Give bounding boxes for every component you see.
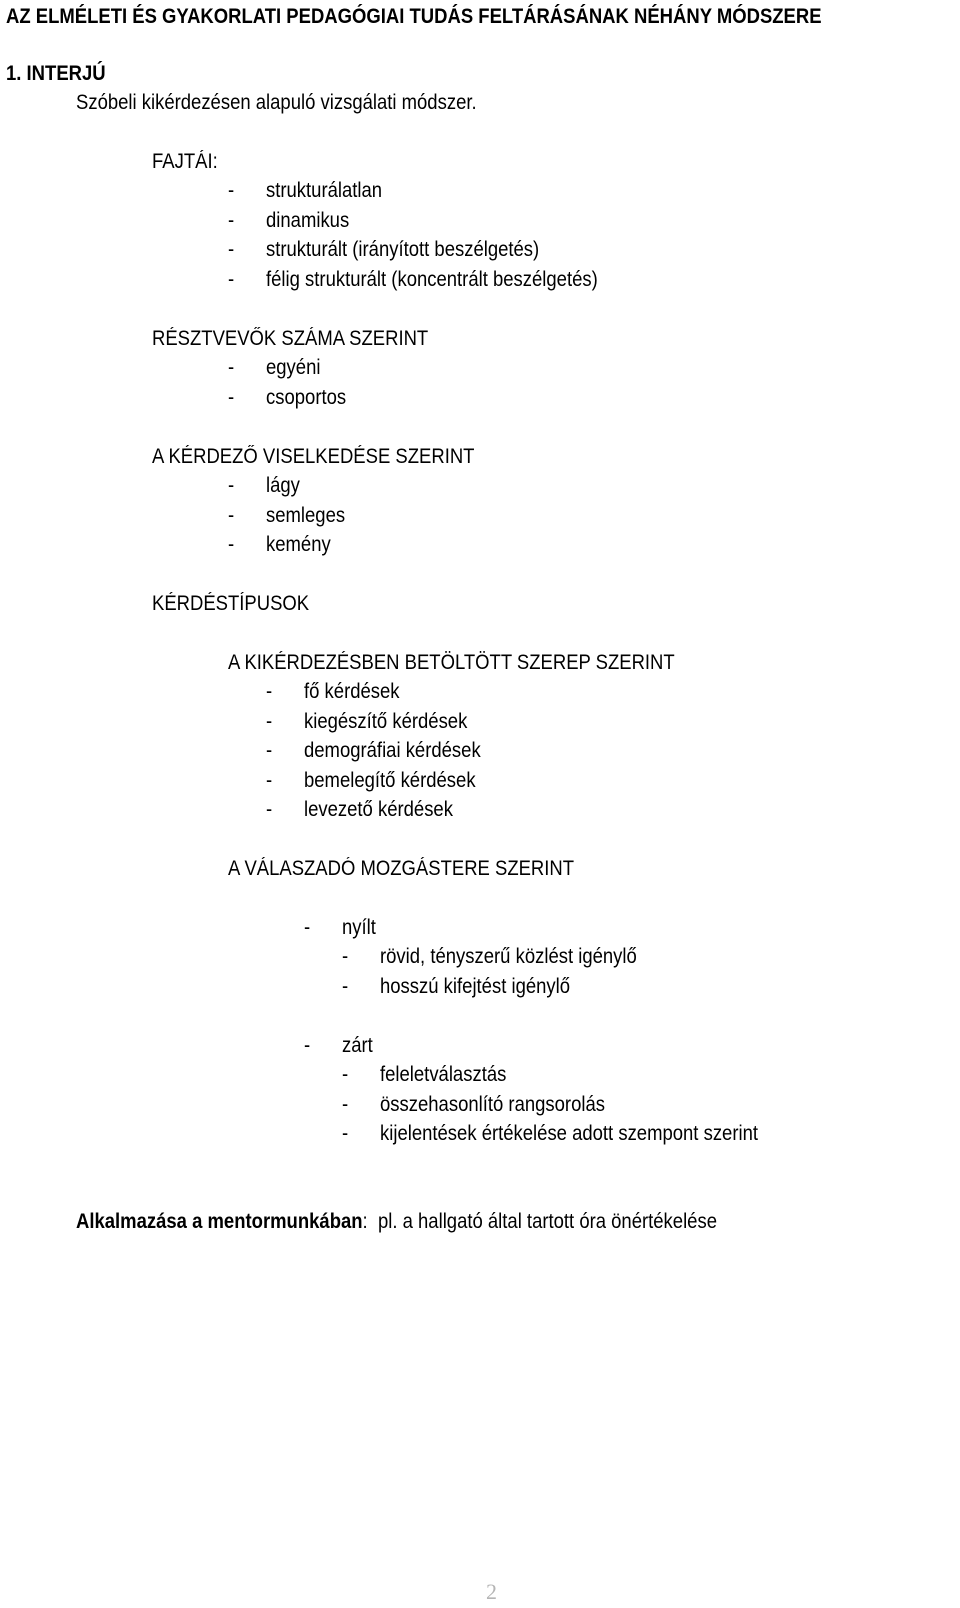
types-heading: FAJTÁI: [152,150,218,173]
list-item: lágy [266,474,300,497]
list-dash: - [342,975,349,998]
list-item: strukturálatlan [266,179,383,202]
section-description: Szóbeli kikérdezésen alapuló vizsgálati módszer. [76,91,477,114]
list-item: félig strukturált (koncentrált beszélgetés) [266,268,598,291]
list-item: strukturált (irányított beszélgetés) [266,238,540,261]
list-dash: - [266,739,273,762]
list-dash: - [228,474,235,497]
list-item: fő kérdések [304,680,400,703]
question-types-heading: KÉRDÉSTÍPUSOK [152,592,310,615]
list-item: csoportos [266,386,347,409]
list-item: feleletválasztás [380,1063,507,1086]
role-heading: A KIKÉRDEZÉSBEN BETÖLTÖTT SZEREP SZERINT [228,651,675,674]
list-item: bemelegítő kérdések [304,769,476,792]
list-dash: - [266,769,273,792]
application-label: Alkalmazása a mentormunkában [76,1210,363,1233]
list-dash: - [304,1034,311,1057]
list-dash: - [228,504,235,527]
list-dash: - [266,680,273,703]
list-dash: - [228,238,235,261]
list-dash: - [266,798,273,821]
list-item: levezető kérdések [304,798,453,821]
list-dash: - [228,386,235,409]
list-dash: - [342,1063,349,1086]
list-dash: - [342,1093,349,1116]
list-dash: - [266,710,273,733]
list-item: rövid, tényszerű közlést igénylő [380,945,637,968]
list-dash: - [228,356,235,379]
list-item: semleges [266,504,346,527]
list-item: demográfiai kérdések [304,739,481,762]
list-item: hosszú kifejtést igénylő [380,975,571,998]
scope-heading: A VÁLASZADÓ MOZGÁSTERE SZERINT [228,857,575,880]
page-number: 2 [486,1579,497,1604]
list-item: egyéni [266,356,321,379]
list-dash: - [228,268,235,291]
list-dash: - [228,533,235,556]
application-line [76,1209,717,1235]
list-dash: - [342,945,349,968]
closed-label: zárt [342,1034,373,1057]
list-item: kijelentések értékelése adott szempont szerint [380,1122,759,1145]
list-item: dinamikus [266,209,350,232]
application-text: pl. a hallgató által tartott óra önértékelése [377,1210,717,1233]
list-dash: - [228,209,235,232]
application-colon: : [362,1210,368,1233]
list-dash: - [342,1122,349,1145]
list-item: kemény [266,533,331,556]
list-dash: - [228,179,235,202]
section-heading: 1. INTERJÚ [6,62,106,85]
participants-heading: RÉSZTVEVŐK SZÁMA SZERINT [152,327,429,350]
open-label: nyílt [342,916,376,939]
document-title: AZ ELMÉLETI ÉS GYAKORLATI PEDAGÓGIAI TUDÁS FELTÁRÁSÁNAK NÉHÁNY MÓDSZERE [6,5,822,28]
list-item: összehasonlító rangsorolás [380,1093,605,1116]
interviewer-heading: A KÉRDEZŐ VISELKEDÉSE SZERINT [152,445,475,468]
list-dash: - [304,916,311,939]
list-item: kiegészítő kérdések [304,710,468,733]
